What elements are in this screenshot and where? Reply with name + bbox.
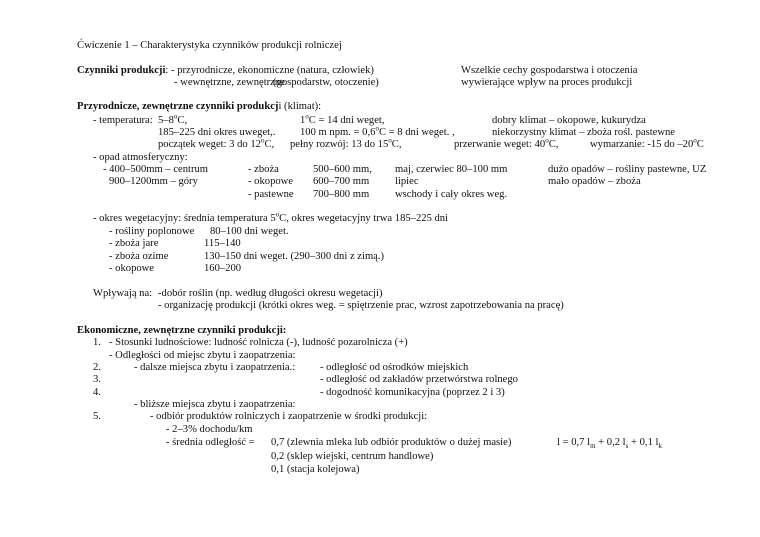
czynniki-definition-1: Wszelkie cechy gospodarstwa i otoczenia (461, 65, 638, 76)
distance-formula: l = 0,7 $l_m + 0,2$ $l_s + 0,1$ $l_k$ (557, 437, 662, 451)
wplyw-item-2: - organizację produkcji (krótki okres weg. = spiętrzenie prac, wzrost zapotrzebowania na pracę) (158, 300, 564, 311)
opad-pastewne-period: wschody i cały okres weg. (395, 189, 508, 200)
wplyw-label: Wpływają na: (93, 288, 153, 299)
ekon-item-4-right: - dogodność komunikacyjna (poprzez 2 i 3) (320, 387, 505, 398)
ekon-item-1b: - Odległości od miejsc zbytu i zaopatrzenia: (109, 350, 296, 361)
distance-weight-3: 0,1 (stacja kolejowa) (271, 464, 360, 475)
section-heading-przyrodnicze (77, 101, 321, 113)
ekon-item-5: - odbiór produktów rolniczych i zaopatrzenie w środki produkcji: (150, 411, 428, 422)
czynniki-definition-2: wywierające wpływ na proces produkcji (461, 77, 633, 88)
veg-item-value: 115–140 (204, 238, 241, 249)
ekon-item-1: - Stosunki ludnościowe: ludność rolnicza (-), ludność pozarolnicza (+) (109, 337, 408, 348)
okres-wegetacyjny: - okres wegetacyjny: średnia temperatura 5$^o$C, okres wegetacyjny trwa 185–225 dni (93, 210, 449, 224)
veg-item-name: - rośliny poplonowe (109, 226, 195, 237)
ekon-item-3-right: - odległość od zakładów przetwórstwa rolnego (320, 374, 518, 385)
opad-zboza-value: 500–600 mm, (313, 164, 372, 175)
opad-crop-okopowe: - okopowe (248, 176, 294, 187)
ekon-item-2: - dalsze miejsca zbytu i zaopatrzenia.: (134, 362, 296, 373)
czynniki-types-2-note: (gospodarstw, otoczenie) (273, 77, 379, 88)
list-number: 3. (93, 374, 101, 385)
veg-item-name: - okopowe (109, 263, 155, 274)
list-number: 2. (93, 362, 101, 373)
opad-okopowe-period: lipiec (395, 176, 419, 187)
veg-item-value: 160–200 (204, 263, 242, 274)
list-number: 5. (93, 411, 101, 422)
veg-full: pełny rozwój: 13 do 15$^o$C, (290, 136, 402, 150)
uweget-period: 185–225 dni okres uweget,. (158, 127, 276, 138)
temp-weget-days: $1^oC = 14$ dni weget, (300, 112, 385, 126)
opad-centre: - 400–500mm – centrum (103, 164, 209, 175)
veg-item-value: 130–150 dni weget. (290–300 dni z zimą.) (204, 251, 385, 262)
avg-distance-label: - średnia odległość = (166, 437, 255, 448)
altitude-effect: 100 m npm. = $0,6^oC = 8$ dni weget. , (300, 124, 455, 138)
czynniki-line-1 (77, 65, 374, 77)
czynniki-separator: : (165, 65, 172, 76)
list-number: 4. (93, 387, 101, 398)
veg-break: przerwanie weget: 40$^o$C, (454, 136, 559, 150)
heading-bold: Przyrodnicze, zewnętrzne czynniki produkcj (77, 101, 279, 112)
list-number: 1. (93, 337, 101, 348)
opad-mountains: 900–1200mm – góry (109, 176, 198, 187)
heading-tail: i (klimat): (278, 101, 322, 112)
ekon-item-2-right: - odległość od ośrodków miejskich (320, 362, 469, 373)
ekon-item-4b: - bliższe miejsca zbytu i zaopatrzenia: (134, 399, 296, 410)
wplyw-item-1: -dobór roślin (np. według długości okresu wegetacji) (158, 288, 383, 299)
veg-item-name: - zboża jare (109, 238, 159, 249)
opad-pastewne-value: 700–800 mm (313, 189, 370, 200)
czynniki-label: Czynniki produkcji (77, 65, 166, 76)
veg-item-value: 80–100 dni weget. (210, 226, 289, 237)
distance-weight-2: 0,2 (sklep wiejski, centrum handlowe) (271, 451, 434, 462)
temp-bad-climate: niekorzystny klimat – zboża rośl. pastewne (492, 127, 675, 138)
opad-high-note: dużo opadów – rośliny pastewne, UZ (548, 164, 707, 175)
distance-weight-1: 0,7 (zlewnia mleka lub odbiór produktów o dużej masie) (271, 437, 512, 448)
opad-zboza-period: maj, czerwiec 80–100 mm (395, 164, 508, 175)
opad-crop-pastewne: - pastewne (248, 189, 294, 200)
czynniki-types-1: - przyrodnicze, ekonomiczne (natura, człowiek) (171, 65, 374, 76)
temp-range: 5–8$^o$C, (158, 112, 188, 126)
temp-good-climate: dobry klimat – okopowe, kukurydza (492, 115, 646, 126)
transport-cost: - 2–3% dochodu/km (166, 424, 253, 435)
opad-label: - opad atmosferyczny: (93, 152, 188, 163)
veg-freeze: wymarzanie: -15 do –20$^o$C (590, 136, 704, 150)
czynniki-types-2: - wewnętrzne, zewnętrzne (174, 77, 285, 88)
opad-okopowe-value: 600–700 mm (313, 176, 370, 187)
opad-low-note: mało opadów – zboża (548, 176, 641, 187)
veg-start: początek weget: 3 do 12$^o$C, (158, 136, 275, 150)
section-heading-ekonomiczne: Ekonomiczne, zewnętrzne czynniki produkcji: (77, 325, 287, 336)
temp-label: - temperatura: (93, 115, 153, 126)
page-title: Ćwiczenie 1 – Charakterystyka czynników produkcji rolniczej (77, 40, 342, 51)
veg-item-name: - zboża ozime (109, 251, 169, 262)
opad-crop-zboza: - zboża (248, 164, 279, 175)
